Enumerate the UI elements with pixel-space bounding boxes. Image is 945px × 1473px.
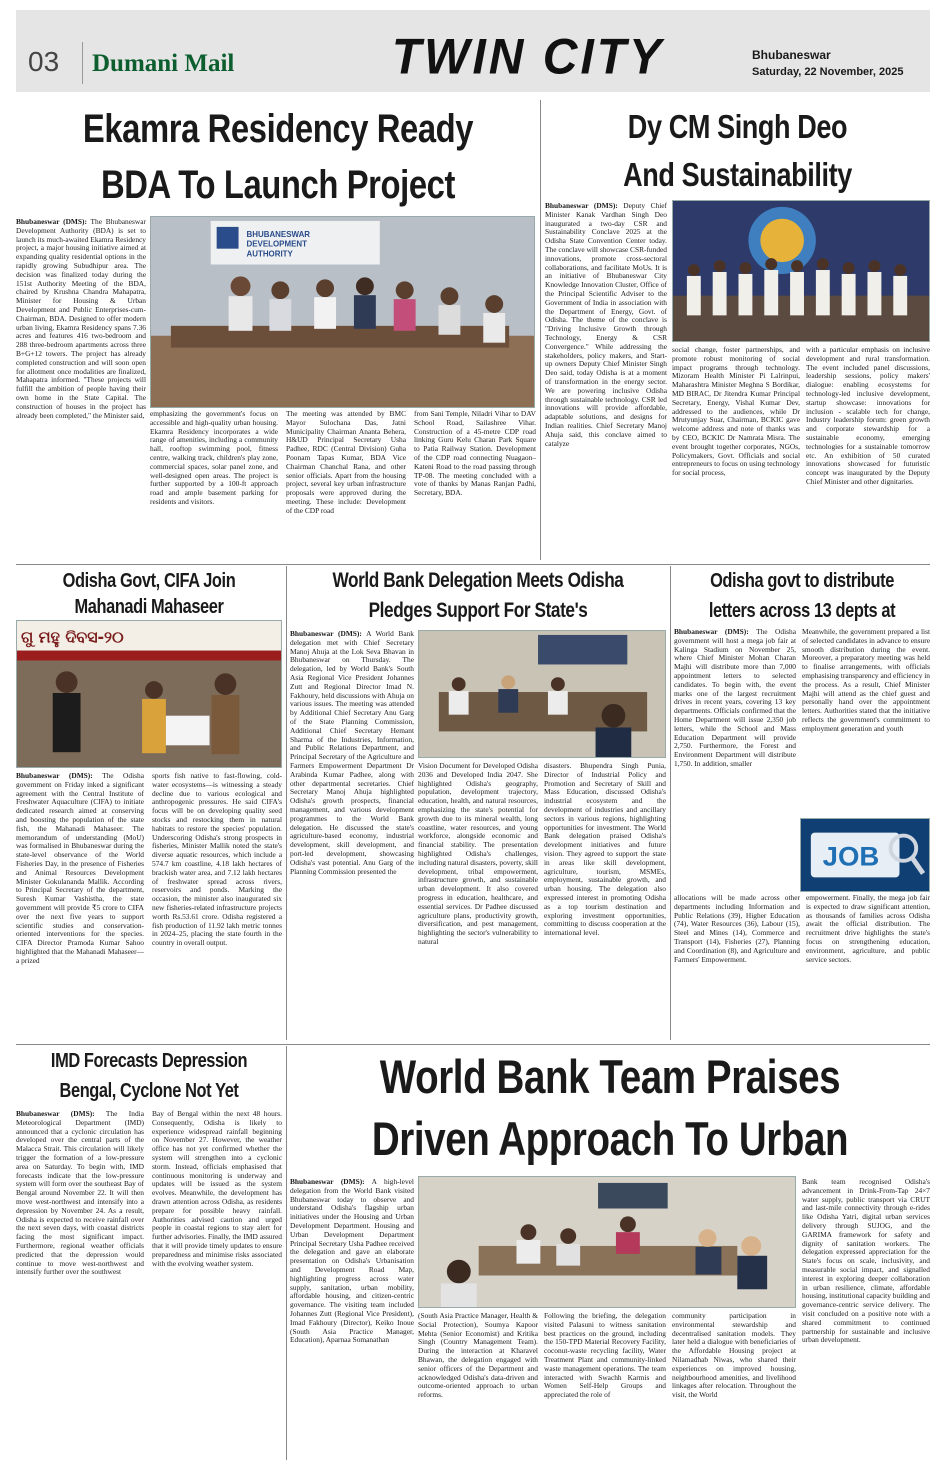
jobs-dateline: Bhubaneswar (DMS):	[674, 628, 749, 636]
csr-conclave-photo	[672, 200, 930, 342]
section-title: TWIN CITY	[391, 29, 665, 86]
csr-column-2: social change, foster partnerships, and promote robust monitoring of social impact programs through technology. Mizoram Health Minister Pi Lalrinpui, Maharashtra Minister Meghna S Bordikar, MD BIRAC, Dr Jitendra Kumar Principal Secretary, Energy, Vishal Kumar Dev, addressed to the audiences, while Dr Mrutyunjay Suar, Chairman, BCKIC gave welcome address and note of thanks was by CEO, BCKIC Dr Namrata Misra. The event brought together corporates, NGOs, Policymakers, Govt. Officials and social entrepreneurs to focus on using technology for social process,	[672, 346, 800, 478]
imd-headline-line2: Bengal, Cyclone Not Yet	[59, 1080, 239, 1102]
imd-column-2: Bay of Bengal within the next 48 hours. Consequently, Odisha is likely to experience widespread rainfall beginning on November 27. However, the weather office has not yet confirmed whether the system will strengthen into a cyclonic storm. Instead, officials emphasised that continuous monitoring is underway and updates will be issued as the system evolves. Meanwhile, the development has drawn attention across Odisha, as residents prepare for possible heavy rainfall. Authorities advised caution and urged people in coastal regions to stay alert for further advisories. Finally, the IMD assured that it will provide timely updates to ensure preparedness and minimise risks associated with the evolving weather system.	[152, 1110, 282, 1268]
ekamra-meeting-photo	[150, 216, 535, 408]
imd-column-1	[16, 1110, 144, 1460]
cifa-column-2: sports fish native to fast-flowing, cold-water ecosystems—is witnessing a steady decline due to various ecological and anthropogenic pressures. He said CIFA's focus will be on developing quality seed stocks and restocking them in natural habitats to restore the species' population. Underscoring Odisha's strong prospects in fisheries, Minister Mallik noted the state's diverse aquatic resources, which include a 574.7 km coastline, 4.18 lakh hectares of brackish water area, and 7.12 lakh hectares of freshwater spread across rivers, reservoirs and ponds. Marking the occasion, the minister also inaugurated six new fisheries-related infrastructure projects worth Rs.53.61 crore. Odisha registered a fish production of 11.92 lakh metric tonnes in 2024–25, placing the state fourth in the country in overall output.	[152, 772, 282, 948]
wb-urban-column-4: community participation in environmental stewardship and decentralised sanitation models. They later held a dialogue with beneficiaries of the Affordable Housing project at Nilamadhab Niwas, who shared their experiences on improved housing, neighbourhood amenities, and livelihood linkages after relocation. Throughout the visit, the World	[672, 1312, 796, 1400]
photo-sign-line3: AUTHORITY	[246, 249, 293, 259]
cifa-headline-line2: Mahanadi Mahaseer	[74, 596, 224, 618]
cifa-headline-line1: Odisha Govt, CIFA Join	[62, 570, 236, 592]
column-divider	[286, 566, 287, 1040]
column-divider	[670, 566, 671, 1040]
csr-headline-line2: And Sustainability	[623, 156, 852, 193]
section-divider	[16, 1044, 930, 1045]
page-number: 03	[28, 46, 60, 77]
imd-dateline: Bhubaneswar (DMS):	[16, 1110, 95, 1118]
jobs-column-1b: allocations will be made across other departments including Information and Public Relations (39), Higher Education (74), Water Resources (36), Labour (15), Steel and Mines (14), Commerce and Transport (14), Fisheries (27), Planning and Coordination (8), and Agriculture and Farmers' Empowerment.	[674, 894, 800, 964]
masthead-date: Saturday, 22 November, 2025	[752, 66, 904, 78]
csr-headline-line1: Dy CM Singh Deo	[627, 108, 848, 145]
wb-urban-text-1: A high-level delegation from the World Bank visited Bhubaneswar today to observe and understand Odisha's flagship urban initiatives under the Housing and Urban Development Department. Housing and Urban Development Department Principal Secretary Usha Padhee received the delegation and gave an elaborate presentation on Odisha's Urbanisation and Development Road Map, highlighting progress across water supply, sanitation, urban mobility, affordable housing, and citizen-centric governance. The visiting team included Johannes Zutt (Regional Vice President), Imad Fakhoury (Director), Keiko Inoue (South Asia Practice Manager, Education), Aparnaa Somanathan	[290, 1178, 414, 1345]
wb-officials-headline-line2: Pledges Support For State's	[368, 599, 588, 622]
jobs-column-2b: empowerment. Finally, the mega job fair is expected to draw significant attention, as thousands of families across Odisha await the official distribution. The recruitment drive highlights the state's focus on strengthening education, environment, agriculture, and public service sectors.	[806, 894, 930, 964]
ekamra-column-3: The meeting was attended by BMC Mayor Sulochana Das, Jatni Municipality Chairman Ananta Behera, H&UD Principal Secretary Usha Padhee, RDC (Central Division) Guha Poonam Tapas Kumar, BDA Vice Chairman Chanchal Rana, and other senior officials. Apart from the housing project, several key urban infrastructure proposals were approved during the meeting. These include: Development of the CDP road	[286, 410, 406, 515]
wb-officials-column-2: Vision Document for Developed Odisha 2036 and Developed India 2047. She highlighted Odisha's geography, population, development trajectory, education, health, and natural resources, emphasizing the state's potential for growth due to its mineral wealth, long coastline, water resources, and young workforce, alongside economic and financial stability. The presentation highlighted Odisha's challenges, including natural disasters, poverty, skill development, tribal empowerment, infrastructure growth, and sustainable urban development. It also covered progress in education, healthcare, and essential services. Dr Padhee discussed agriculture plans, productivity growth, diversification, and pest management, highlighting the sector's vulnerability to natural	[418, 762, 538, 946]
ekamra-text-1: The Bhubaneswar Development Authority (BDA) is set to launch its much-awaited Ekamra Residency project, a major housing initiative aimed at expanding quality residential options in the rapidly growing Subudhipur area. The decision was finalized today during the 151st Authority Meeting of the BDA, chaired by Krushna Chandra Mahapatra, Minister for Housing & Urban Development and Public Enterprises-cum-Chairman, BDA. Designed to offer modern urban living, Ekamra Residency spans 7.36 acres and features 416 two-bedroom and 288 three-bedroom apartments across three B+G+12 towers. The project has already completed construction and will soon open for allotment once modalities are finalized, Mahapatra informed. "These projects will fulfill the ambition of people having their own home in the State Capital. The construction of houses in the project has already been completed," the Minister said,	[16, 218, 146, 420]
cifa-text-1: The Odisha government on Friday inked a significant agreement with the Central Institute of Freshwater Aquaculture (CIFA) to initiate dedicated research aimed at conserving and boosting the population of the state fish, the Mahanadi Mahaseer. The memorandum of understanding (MoU) was formalised in Bhubaneswar during the state-level observance of the World Fisheries Day, in the presence of Fisheries and Animal Resources Development Minister Gokulananda Mallik. According to Principal Secretary of the department, Suresh Kumar Vashistha, the state government will provide ₹5 crore to CIFA over the next five years to support scientific studies and conservation-oriented interventions for the species. CIFA Director Pramoda Kumar Sahoo highlighted that the Mahanadi Mahaseer—a prized	[16, 772, 144, 965]
photo-sign-line1: BHUBANESWAR	[246, 229, 311, 239]
wb-officials-headline-line1: World Bank Delegation Meets Odisha	[332, 569, 624, 592]
masthead-city: Bhubaneswar	[752, 48, 831, 62]
csr-column-1	[545, 202, 667, 552]
ekamra-dateline: Bhubaneswar (DMS):	[16, 218, 87, 226]
section-divider	[16, 564, 930, 565]
photo-sign-line2: DEVELOPMENT	[246, 239, 307, 249]
cifa-banner-text: ଗୁ ମହୁ ଦିବସ-୨୦	[20, 627, 124, 647]
ekamra-headline-line1: Ekamra Residency Ready	[82, 107, 474, 151]
imd-headline-line1: IMD Forecasts Depression	[50, 1050, 248, 1072]
wb-officials-column-3: disasters. Bhupendra Singh Punia, Director of Industrial Policy and Promotion and Secretary of Skill and Mass Education, discussed Odisha's industrial ecosystem and the development of industries and ancillary sectors in various regions, highlighting opportunities for investment. The World Bank delegation praised Odisha's development initiatives and future vision. They agreed to support the state in areas like skill development, agriculture, tourism, MSMEs, employment, sustainable growth, and urban housing. The delegation also expressed interest in promoting Odisha as a top tourism destination and exploring investment opportunities, committing to discuss cooperation at the international level.	[544, 762, 666, 938]
wb-urban-headline-line1: World Bank Team Praises	[379, 1050, 841, 1103]
column-divider	[286, 1046, 287, 1460]
wb-officials-column-1	[290, 630, 414, 1040]
jobs-headline-line2: letters across 13 depts at	[708, 600, 896, 622]
jobs-illustration	[800, 818, 930, 892]
csr-column-3: with a particular emphasis on inclusive development and rural transformation. The event included panel discussions, leadership sessions, policy makers' dialogue: enabling ecosystems for technology-led inclusive development, startup showcase: innovations for inclusion - scalable tech for change, Industry leadership forum: green growth and corporate stewardship for a sustainable economy, emerging technologies for a sustainable tomorrow etc. An exhibition of 50 curated innovations showcased for futuristic concept was inaugurated by the Deputy Chief Minister and other dignitaries.	[806, 346, 930, 486]
jobs-photo-caption: JOB	[822, 840, 880, 872]
jobs-column-2: Meanwhile, the government prepared a list of selected candidates in advance to ensure smooth distribution during the event. Moreover, a preparatory meeting was held to finalise arrangements, with officials emphasising transparency and efficiency in the process. As a result, Chief Minister Majhi will attend as the chief guest and personally hand over the appointment letters. Authorities stated that the initiative reflects the government's commitment to employment generation and youth	[802, 628, 930, 733]
cifa-column-1	[16, 772, 144, 1042]
wb-urban-meeting-photo	[418, 1176, 796, 1308]
wb-officials-text-1: A World Bank delegation met with Chief Secretary Manoj Ahuja at the Lok Seva Bhavan in Bhubaneswar on Thursday. The delegation, led by World Bank's South Asia Regional Vice President Johannes Zutt and Regional Director Imad N. Fakhoury, held discussions with Ahuja on various issues. The meeting was attended by Additional Chief Secretary Anu Garg of the State Planning Commission, Additional Chief Secretary Hemant Sharma of the Industries, Information, and Public Relations Department, and Principal Secretary of the Agriculture and Farmers Empowerment Department Dr Arabinda Kumar Padhee, along with other departmental secretaries. Chief Secretary Manoj Ahuja highlighted Odisha's growth prospects, financial management, and various development programmes to the World Bank delegation. He discussed the state's agriculture-based economy, industrial development, skill development, and port-led development, showcasing Odisha's vast potential. Anu Garg of the Planning Commission presented the	[290, 630, 414, 876]
wb-urban-headline-line2: Driven Approach To Urban	[371, 1112, 849, 1165]
cifa-dateline: Bhubaneswar (DMS):	[16, 772, 93, 780]
ekamra-column-4: from Sani Temple, Niladri Vihar to DAV School Road, Sailashree Vihar. Construction of a 45-metre CDP road linking Guru Kelu Charan Park Square to Patia Railway Station. Development of the CDP road connecting Nuagaon–Kateni Road to the road passing through TP-08. The meeting concluded with a vote of thanks by Manas Ranjan Padhi, Secretary, BDA.	[414, 410, 536, 498]
wb-officials-dateline: Bhubaneswar (DMS):	[290, 630, 362, 638]
ekamra-column-1	[16, 218, 146, 568]
imd-text-1: The India Meteorological Department (IMD) announced that a cyclonic circulation has developed over the central parts of the Malacca Strait. This circulation will likely trigger the formation of a low-pressure area on Saturday. To begin with, IMD forecasts indicate that the low-pressure system will form over the southeast Bay of Bengal around November 22. It will then move west-northwest and intensify into a depression by November 24. As a result, Odisha is expected to receive rainfall over the next seven days, with coastal districts facing the most significant impact. Furthermore, regional weather officials predicted that the depression would continue to move west-northwest and intensify further over the southwest	[16, 1110, 144, 1277]
ekamra-headline-line2: BDA To Launch Project	[100, 163, 456, 207]
wb-urban-column-2: (South Asia Practice Manager, Health & Social Protection), Soumya Kapoor Mehta (Senior Economist) and Kritika Singh (Country Management Team). During the interaction at Kharavel Bhawan, the delegation engaged with senior officers of the Department and acknowledged Odisha's data-driven and outcome-oriented approach to urban reforms.	[418, 1312, 538, 1400]
ekamra-column-2: emphasizing the government's focus on accessible and high-quality urban housing. Ekamra Residency incorporates a wide range of amenities, including a community hall, rooftop swimming pool, fitness centre, walking track, children's play zone, commercial spaces, solar panel zone, and well-designed open areas. The project is further supported by a 100-ft approach road and ample basement parking for residents and visitors.	[150, 410, 278, 506]
wb-urban-dateline: Bhubaneswar (DMS):	[290, 1178, 365, 1186]
wb-urban-column-3: Following the briefing, the delegation visited Palasuni to witness sanitation best practices on the ground, including the 150-TPD Material Recovery Facility, coconut-waste recycling facility, Water Treatment Plant and community-linked waste management operations. The team interacted with Swachh Karmis and Women Self-Help Groups and appreciated the role of	[544, 1312, 666, 1400]
wb-urban-column-1	[290, 1178, 414, 1460]
csr-text-1: Deputy Chief Minister Kanak Vardhan Singh Deo inaugurated a two-day CSR and Sustainability Conclave 2025 at the Odisha State Convention Center today. The conclave will showcase CSR-funded innovations, promote cross-sectoral collaborations, and facilitate MoUs. It is an initiative of Bhubaneswar City Knowledge Innovation Cluster, Office of the Principal Scientific Adviser to the Government of India in association with the Department of Energy, Govt. of Odisha. The theme of the conclave is "Driving Inclusive Growth through Technology, Energy & CSR Convergence." While addressing the stakeholders, policy makers, and Start-up owners Deputy Chief Minister Singh Deo said, today Odisha is at a moment of transformation in the energy sector. We are powering inclusive Odisha through sustainable technology. CSR led innovations will provide affordable, adaptable solutions, and designs for Indian realities. Chief Secretary Manoj Ahuja said, this conclave aimed to catalyze	[545, 202, 667, 448]
column-divider	[540, 100, 541, 560]
jobs-headline-line1: Odisha govt to distribute	[710, 570, 894, 592]
jobs-column-1	[674, 628, 796, 892]
csr-dateline: Bhubaneswar (DMS):	[545, 202, 618, 210]
jobs-text-1: The Odisha government will host a mega job fair at Kalinga Stadium on November 25, where Chief Minister Mohan Charan Majhi will distribute more than 7,000 appointment letters to selected candidates. To begin with, the event marks one of the largest recruitment drives in recent years, covering 13 key departments. Officials confirmed that the Home Department will issue 2,350 job letters, while the School and Mass Education Department will provide 2,750. Furthermore, the Forest and Environment Department will distribute 1,750. In addition, smaller	[674, 628, 796, 768]
wb-officials-meeting-photo	[418, 630, 666, 758]
masthead-divider	[82, 42, 83, 84]
newspaper-name: Dumani Mail	[92, 50, 235, 77]
cifa-mou-photo	[16, 620, 282, 768]
wb-urban-column-5: Bank team recognised Odisha's advancement in Drink-From-Tap 24×7 water supply, public transport via CRUT and last-mile connectivity through e-rides like Odisha Yatri, digital urban services delivery through SUJOG, and the GARIMA framework for safety and dignity of sanitation workers. The delegation expressed appreciation for the State's focus on scale, inclusivity, and measurable social impact, and signalled interest in exploring deeper collaboration in urban resilience, climate, affordable housing, institutional capacity building and governance-centric service delivery. The visit concluded on a positive note with a shared commitment to continued partnership for sustainable and inclusive urban development.	[802, 1178, 930, 1345]
